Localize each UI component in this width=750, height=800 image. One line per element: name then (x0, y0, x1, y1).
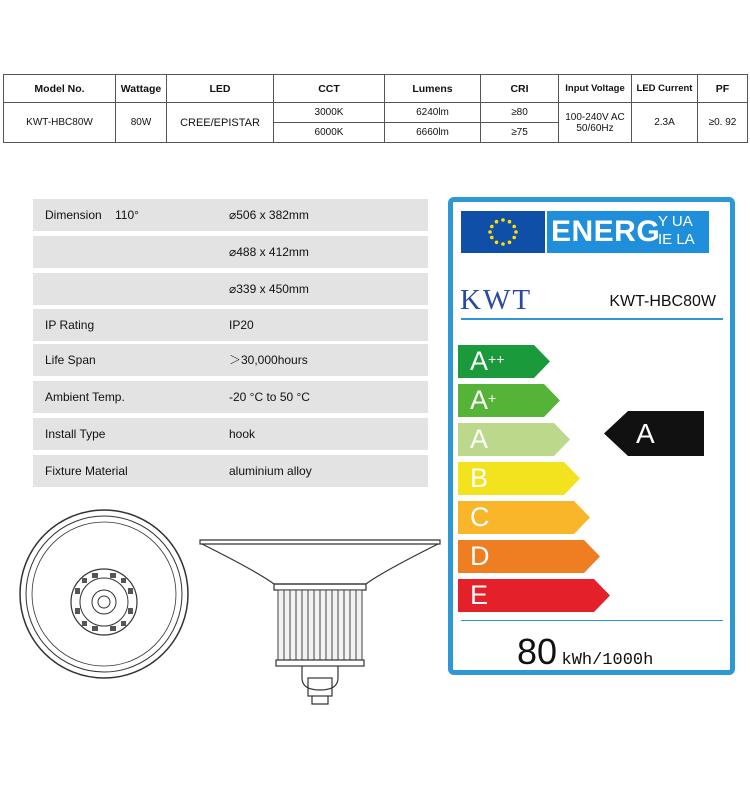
energy-class-label: A (470, 346, 489, 376)
eu-stars-icon (461, 211, 545, 253)
label-model: KWT-HBC80W (609, 293, 716, 310)
energy-class-letter (470, 540, 490, 573)
energy-class-letter (470, 501, 490, 534)
energy-class-bar (458, 384, 562, 417)
energy-header (547, 211, 709, 253)
header-model: Model No. (4, 75, 116, 103)
param-value: ⌀488 x 412mm (229, 245, 309, 259)
fixture-side-view-drawing (198, 528, 442, 710)
energy-class-letter (470, 384, 496, 417)
param-label: Life Span (45, 353, 96, 367)
energy-class-bar (458, 579, 612, 612)
spec-header-row (4, 75, 748, 103)
input-voltage-line-2: 50/60Hz (576, 122, 614, 134)
energy-class-letter (470, 462, 488, 495)
param-label: Dimension 110° (45, 208, 139, 222)
energy-class-label: E (470, 580, 489, 610)
param-label: IP Rating (45, 318, 95, 332)
energy-class-label: D (470, 541, 490, 571)
energy-class-label: A (470, 385, 489, 415)
param-value: -20 °C to 50 °C (229, 390, 310, 404)
consumption-unit: kWh/1000h (561, 651, 654, 670)
cell-wattage: 80W (116, 103, 167, 143)
param-value: IP20 (229, 318, 254, 332)
cell-pf: ≥0. 92 (698, 103, 748, 143)
param-value: aluminium alloy (229, 464, 312, 478)
cell-lumens-2: 6660lm (385, 123, 481, 143)
energy-class-label: A (470, 424, 489, 454)
energy-class-label: B (470, 463, 489, 493)
param-row-install-type (33, 418, 428, 450)
param-value: ⌀339 x 450mm (229, 282, 309, 296)
energy-class-letter (470, 423, 488, 456)
cell-cri-2: ≥75 (481, 123, 559, 143)
param-row-dimension-3 (33, 273, 428, 305)
cell-model: KWT-HBC80W (4, 103, 116, 143)
header-input-voltage: Input Voltage (559, 75, 632, 103)
energy-consumption (517, 631, 653, 673)
energy-class-bar (458, 540, 602, 573)
spec-row (4, 103, 748, 123)
energy-class-bar (458, 501, 592, 534)
param-row-ambient-temp (33, 381, 428, 413)
cell-input-voltage (559, 103, 632, 143)
header-cri: CRI (481, 75, 559, 103)
energy-class-bar (458, 423, 572, 456)
param-value: ⌀506 x 382mm (229, 208, 309, 222)
energ-title: ENERG (551, 215, 661, 248)
energy-class-letter (470, 345, 504, 378)
eu-flag (461, 211, 545, 253)
cell-led: CREE/EPISTAR (167, 103, 274, 143)
cell-cct-2: 6000K (274, 123, 385, 143)
energy-class-bar (458, 462, 582, 495)
cell-cri-1: ≥80 (481, 103, 559, 123)
energy-label (448, 197, 735, 675)
param-row-dimension-2 (33, 236, 428, 268)
header-cct: CCT (274, 75, 385, 103)
consumption-value: 80 (517, 631, 558, 672)
cell-lumens-1: 6240lm (385, 103, 481, 123)
energy-class-letter (470, 579, 488, 612)
header-led-current: LED Current (632, 75, 698, 103)
param-row-dimension (33, 199, 428, 231)
brand-logo: KWT (460, 284, 533, 316)
energ-sub-2: IE LA (658, 231, 695, 248)
spec-table (3, 74, 748, 143)
param-label: Fixture Material (45, 464, 128, 478)
fixture-bottom-view-drawing (18, 508, 190, 680)
param-value: hook (229, 427, 256, 441)
energy-class-suffix: + (488, 390, 497, 406)
header-led: LED (167, 75, 274, 103)
param-value: ＞30,000hours (229, 353, 308, 367)
energ-sub-1: Y UA (658, 213, 693, 230)
input-voltage-line-1: 100-240V AC (565, 111, 625, 123)
param-row-ip-rating (33, 309, 428, 341)
param-label: Install Type (45, 427, 106, 441)
divider (461, 318, 723, 320)
rating-indicator (604, 411, 704, 456)
header-lumens: Lumens (385, 75, 481, 103)
cell-cct-1: 3000K (274, 103, 385, 123)
divider (461, 620, 723, 621)
cell-led-current: 2.3A (632, 103, 698, 143)
energy-class-label: C (470, 502, 490, 532)
energy-class-bar (458, 345, 552, 378)
energy-class-suffix: ++ (488, 351, 505, 367)
param-row-life-span (33, 344, 428, 376)
param-row-fixture-material (33, 455, 428, 487)
param-label: Ambient Temp. (45, 390, 125, 404)
rating-letter: A (636, 418, 655, 449)
header-pf: PF (698, 75, 748, 103)
header-wattage: Wattage (116, 75, 167, 103)
